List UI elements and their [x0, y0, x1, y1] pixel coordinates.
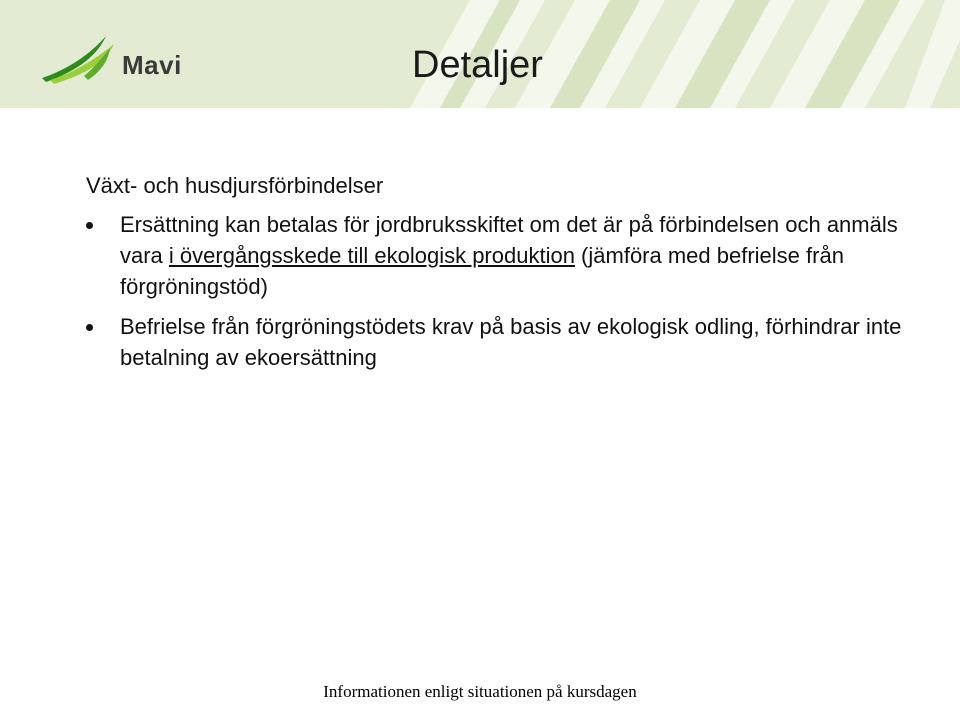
slide-title: Detaljer [412, 44, 543, 86]
mavi-logo [40, 32, 190, 84]
section-subheading: Växt- och husdjursförbindelser [86, 173, 384, 198]
header-band [0, 0, 960, 108]
footer-note: Informationen enligt situationen på kursdagen [323, 682, 637, 701]
bullet-list [86, 209, 916, 373]
leaf-swoosh-icon [40, 32, 120, 84]
bullet-dot-icon [86, 222, 93, 229]
bullet-text: Befrielse från förgröningstödets krav på basis av ekologisk odling, förhindrar inte betalning av ekoersättning [120, 314, 902, 370]
logo-text: Mavi [122, 50, 182, 80]
bullet-text-underlined: i övergångsskede till ekologisk produktion [168, 243, 575, 268]
bullet-text-after: (jämföra med befrielse från förgröningstöd) [120, 243, 844, 299]
bullet-item [86, 311, 916, 373]
bullet-dot-icon [86, 324, 93, 331]
slide-content [86, 170, 916, 382]
bullet-item [86, 209, 916, 302]
bullet-text-before: Ersättning kan betalas för jordbruksskiftet om det är på förbindelsen och anmäls vara [120, 212, 898, 268]
